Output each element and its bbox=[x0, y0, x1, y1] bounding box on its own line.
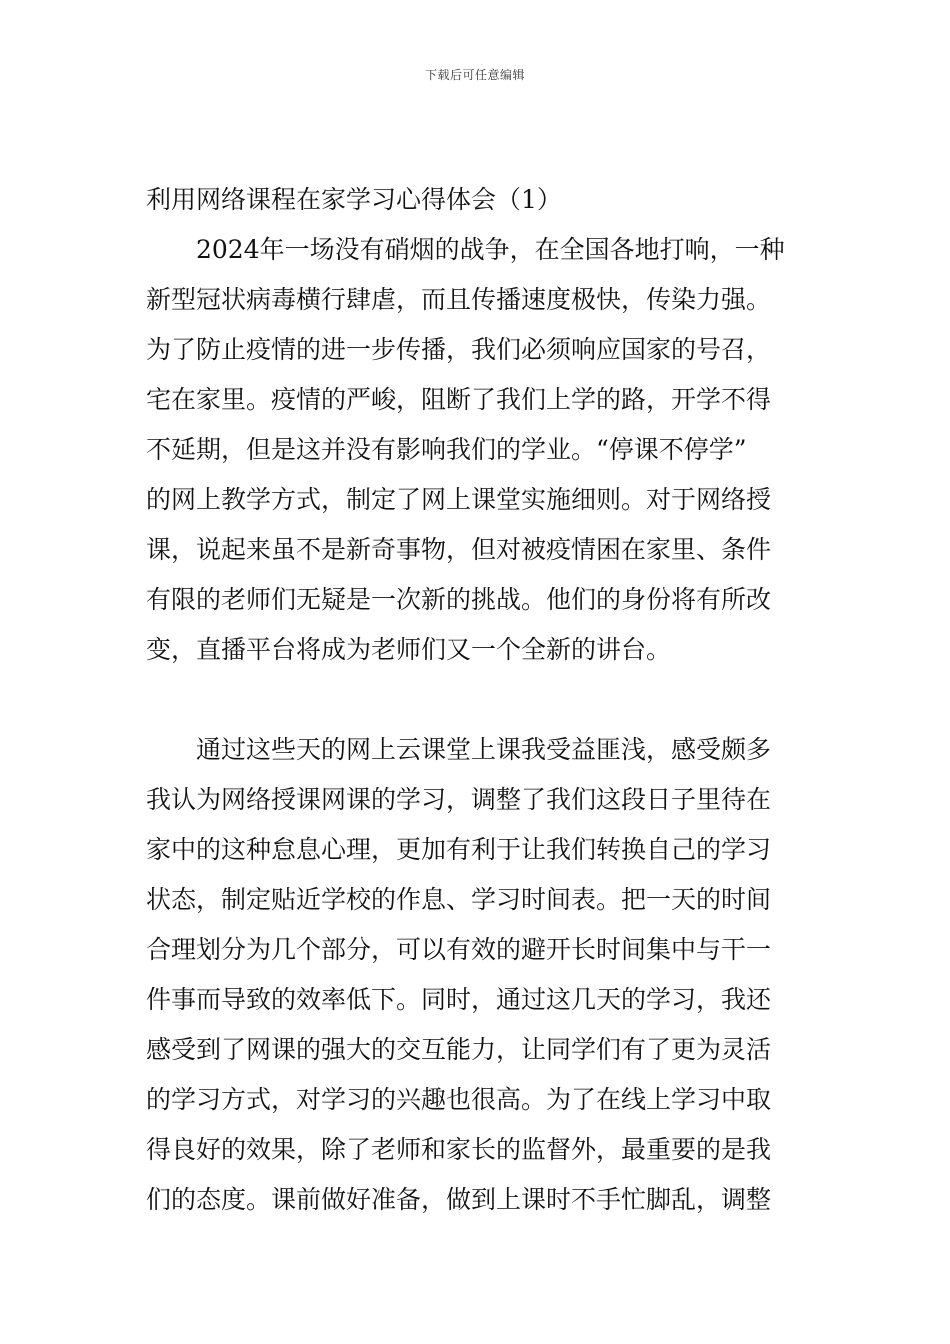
document-title: 利用网络课程在家学习心得体会（1） bbox=[146, 185, 562, 214]
paragraph-line: 课，说起来虽不是新奇事物，但对被疫情困在家里、条件 bbox=[146, 535, 772, 564]
paragraph-line: 通过这些天的网上云课堂上课我受益匪浅，感受颇多 bbox=[196, 735, 772, 764]
paragraph-line: 变，直播平台将成为老师们又一个全新的讲台。 bbox=[146, 635, 672, 664]
paragraph-line: 合理划分为几个部分，可以有效的避开长时间集中与干一 bbox=[146, 935, 772, 964]
paragraph-line: 有限的老师们无疑是一次新的挑战。他们的身份将有所改 bbox=[146, 585, 772, 614]
header-note: 下载后可任意编辑 bbox=[424, 68, 525, 82]
paragraph-line: 的学习方式，对学习的兴趣也很高。为了在线上学习中取 bbox=[146, 1085, 772, 1114]
paragraph-line: 家中的这种怠息心理，更加有利于让我们转换自己的学习 bbox=[146, 835, 772, 864]
paragraph-line: 状态，制定贴近学校的作息、学习时间表。把一天的时间 bbox=[146, 885, 772, 914]
paragraph-line: 感受到了网课的强大的交互能力，让同学们有了更为灵活 bbox=[146, 1035, 772, 1064]
paragraph-line: 宅在家里。疫情的严峻，阻断了我们上学的路，开学不得 bbox=[146, 385, 772, 414]
paragraph-line: 得良好的效果，除了老师和家长的监督外，最重要的是我 bbox=[146, 1135, 772, 1164]
paragraph-line: 不延期，但是这并没有影响我们的学业。“停课不停学” bbox=[146, 435, 747, 464]
paragraph-line: 的网上教学方式，制定了网上课堂实施细则。对于网络授 bbox=[146, 485, 772, 514]
paragraph-line: 件事而导致的效率低下。同时，通过这几天的学习，我还 bbox=[146, 985, 772, 1014]
paragraph-line: 新型冠状病毒横行肆虐，而且传播速度极快，传染力强。 bbox=[146, 285, 772, 314]
paragraph-line: 们的态度。课前做好准备，做到上课时不手忙脚乱，调整 bbox=[146, 1185, 772, 1214]
paragraph-line: 为了防止疫情的进一步传播，我们必须响应国家的号召， bbox=[146, 335, 772, 364]
paragraph-line: 2024年一场没有硝烟的战争，在全国各地打响，一种 bbox=[196, 235, 785, 264]
paragraph-line: 我认为网络授课网课的学习，调整了我们这段日子里待在 bbox=[146, 785, 772, 814]
